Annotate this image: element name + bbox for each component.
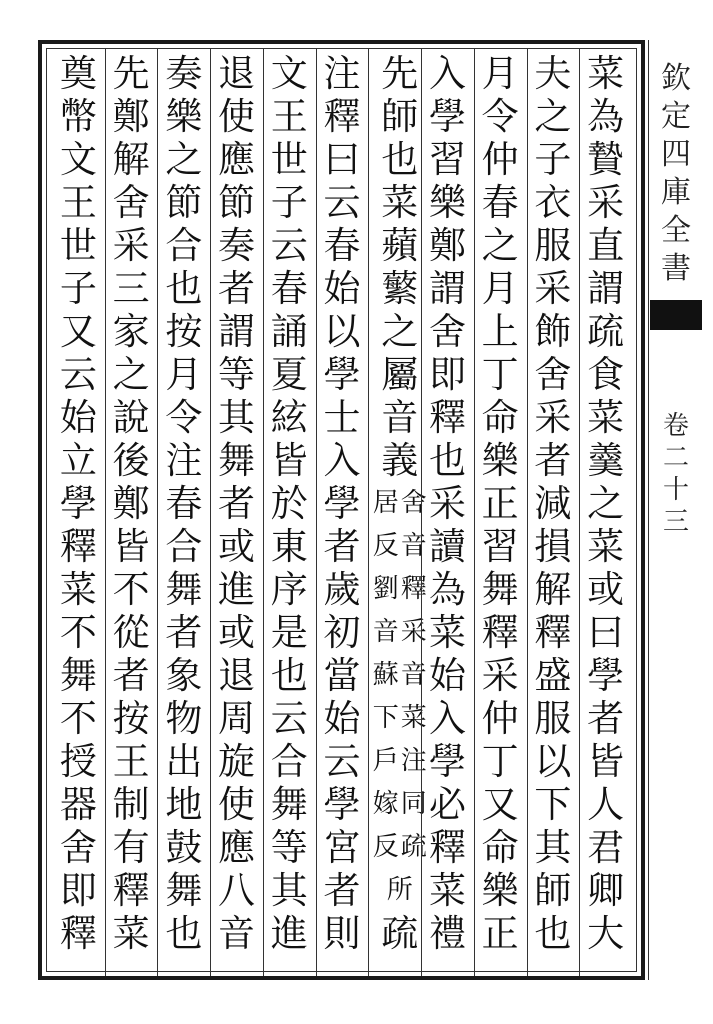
column-char: 采: [481, 654, 519, 697]
text-column-5: [373, 52, 427, 972]
column-char: 其: [270, 869, 308, 912]
margin-title-char: 定: [661, 99, 691, 134]
column-char: 學: [428, 95, 466, 138]
column-char: 服: [534, 224, 572, 267]
column-char: 制: [112, 783, 150, 826]
column-char: 序: [270, 568, 308, 611]
column-char: 入: [428, 52, 466, 95]
column-char: 舞: [59, 654, 97, 697]
column-char: 曰: [323, 138, 361, 181]
column-rule: [157, 48, 158, 976]
column-char: 釋: [59, 525, 97, 568]
column-char: 誦: [270, 310, 308, 353]
annotation-char: 反: [372, 531, 399, 561]
column-char: 合: [270, 740, 308, 783]
column-char: 使: [218, 95, 256, 138]
column-char: 三: [112, 267, 150, 310]
column-char: 解: [112, 138, 150, 181]
text-column-3: [478, 52, 522, 972]
column-char: 幣: [59, 95, 97, 138]
column-char: 丁: [481, 353, 519, 396]
column-char: 音: [218, 912, 256, 955]
column-char: 人: [587, 783, 625, 826]
column-char: 義: [381, 439, 419, 482]
column-char: 合: [165, 525, 203, 568]
column-char: 月: [165, 353, 203, 396]
column-char: 舞: [165, 869, 203, 912]
column-char: 采: [428, 482, 466, 525]
column-char: 奏: [165, 52, 203, 95]
column-char: 其: [534, 826, 572, 869]
column-char: 始: [323, 267, 361, 310]
margin-title-char: 欽: [661, 61, 691, 96]
column-char: 之: [587, 482, 625, 525]
column-char: 學: [428, 740, 466, 783]
column-char: 進: [218, 568, 256, 611]
column-char: 正: [481, 912, 519, 955]
column-char: 是: [270, 611, 308, 654]
column-char: 也: [428, 439, 466, 482]
column-char: 習: [428, 138, 466, 181]
column-char: 為: [428, 568, 466, 611]
annotation-char: 嫁: [372, 789, 399, 819]
column-rule: [527, 48, 528, 976]
column-char: 屬: [381, 353, 419, 396]
column-char: 物: [165, 697, 203, 740]
annotation-char: 舍: [400, 488, 427, 518]
column-char: 立: [59, 439, 97, 482]
column-char: 贄: [587, 138, 625, 181]
annotation-char: 音: [400, 531, 427, 561]
column-char: 直: [587, 224, 625, 267]
column-char: 盛: [534, 654, 572, 697]
column-char: 先: [112, 52, 150, 95]
column-char: 春: [481, 181, 519, 224]
column-char: 合: [165, 224, 203, 267]
column-char: 學: [59, 482, 97, 525]
column-char: 地: [165, 783, 203, 826]
annotation-char: 戶: [372, 746, 399, 776]
column-char: 大: [587, 912, 625, 955]
column-char: 菜: [112, 912, 150, 955]
column-char: 樂: [428, 181, 466, 224]
text-column-6: [320, 52, 364, 972]
text-column-4: [425, 52, 469, 972]
column-char: 令: [481, 95, 519, 138]
column-char: 後: [112, 439, 150, 482]
fish-tail-mark: [650, 300, 702, 330]
annotation-pair: [373, 654, 427, 697]
column-char: 先: [381, 52, 419, 95]
annotation-pair: [373, 783, 427, 826]
column-char: 君: [587, 826, 625, 869]
column-char: 有: [112, 826, 150, 869]
column-char: 也: [534, 912, 572, 955]
annotation-pair: [373, 525, 427, 568]
column-char: 舍: [59, 826, 97, 869]
column-char: 鼓: [165, 826, 203, 869]
column-char: 命: [481, 396, 519, 439]
column-char: 舞: [270, 783, 308, 826]
column-char: 皆: [112, 525, 150, 568]
column-char: 樂: [165, 95, 203, 138]
column-char: 夫: [534, 52, 572, 95]
column-char: 王: [59, 181, 97, 224]
column-char: 鄭: [112, 95, 150, 138]
column-char: 絃: [270, 396, 308, 439]
margin-juan-char: 三: [662, 507, 689, 537]
column-char: 之: [481, 224, 519, 267]
column-char: 也: [165, 912, 203, 955]
column-char: 即: [59, 869, 97, 912]
column-char: 注: [165, 439, 203, 482]
column-char: 師: [381, 95, 419, 138]
column-char: 家: [112, 310, 150, 353]
column-char: 者: [534, 439, 572, 482]
column-char: 或: [587, 568, 625, 611]
margin-juan-char: 十: [662, 475, 689, 505]
column-rule: [210, 48, 211, 976]
column-char: 世: [59, 224, 97, 267]
column-char: 王: [112, 740, 150, 783]
column-char: 春: [323, 224, 361, 267]
column-char: 蘋: [381, 224, 419, 267]
text-column-2: [531, 52, 575, 972]
column-char: 退: [218, 52, 256, 95]
column-char: 注: [323, 52, 361, 95]
column-char: 舞: [481, 568, 519, 611]
column-char: 月: [481, 52, 519, 95]
column-char: 之: [534, 95, 572, 138]
margin-book-title: [652, 60, 700, 288]
column-char: 子: [534, 138, 572, 181]
column-char: 或: [218, 611, 256, 654]
column-char: 也: [165, 267, 203, 310]
margin-title-char: 書: [661, 251, 691, 286]
column-char: 舞: [165, 568, 203, 611]
column-char: 以: [534, 740, 572, 783]
column-char: 者: [165, 611, 203, 654]
column-char: 仲: [481, 138, 519, 181]
column-char: 者: [323, 525, 361, 568]
column-char: 奠: [59, 52, 97, 95]
column-char: 釋: [112, 869, 150, 912]
column-char: 云: [323, 740, 361, 783]
column-char: 菜: [587, 396, 625, 439]
column-char: 初: [323, 611, 361, 654]
column-rule: [263, 48, 264, 976]
column-char: 曰: [587, 611, 625, 654]
column-char: 樂: [481, 869, 519, 912]
column-char: 旋: [218, 740, 256, 783]
column-char: 宮: [323, 826, 361, 869]
column-char: 菜: [428, 611, 466, 654]
column-char: 不: [112, 568, 150, 611]
column-char: 菜: [428, 869, 466, 912]
column-char: 春: [270, 267, 308, 310]
column-char: 節: [165, 181, 203, 224]
column-char: 世: [270, 138, 308, 181]
column-char: 羹: [587, 439, 625, 482]
column-char: 采: [534, 396, 572, 439]
column-char: 東: [270, 525, 308, 568]
column-char: 卿: [587, 869, 625, 912]
column-rule: [579, 48, 580, 976]
column-char: 不: [59, 611, 97, 654]
text-column-7: [267, 52, 311, 972]
column-char: 者: [218, 267, 256, 310]
annotation-char: 下: [372, 703, 399, 733]
column-char: 采: [534, 267, 572, 310]
column-char: 也: [270, 654, 308, 697]
annotation-char: 疏: [400, 832, 427, 862]
column-char: 退: [218, 654, 256, 697]
column-char: 春: [165, 482, 203, 525]
column-char: 者: [112, 654, 150, 697]
column-char: 疏: [381, 912, 419, 955]
column-char: 舍: [112, 181, 150, 224]
column-char: 解: [534, 568, 572, 611]
column-char: 禮: [428, 912, 466, 955]
column-char: 者: [218, 482, 256, 525]
column-char: 謂: [587, 267, 625, 310]
column-char: 從: [112, 611, 150, 654]
column-char: 皆: [270, 439, 308, 482]
column-char: 說: [112, 396, 150, 439]
column-char: 八: [218, 869, 256, 912]
column-char: 又: [59, 310, 97, 353]
column-char: 等: [270, 826, 308, 869]
column-char: 進: [270, 912, 308, 955]
annotation-pair: [387, 869, 413, 912]
column-char: 飾: [534, 310, 572, 353]
column-char: 釋: [481, 611, 519, 654]
margin-title-char: 全: [661, 213, 691, 248]
column-char: 云: [59, 353, 97, 396]
column-char: 歲: [323, 568, 361, 611]
column-char: 丁: [481, 740, 519, 783]
column-char: 學: [323, 783, 361, 826]
column-char: 釋: [428, 826, 466, 869]
column-char: 當: [323, 654, 361, 697]
column-char: 入: [323, 439, 361, 482]
column-char: 節: [218, 181, 256, 224]
annotation-char: 音: [400, 660, 427, 690]
column-char: 之: [112, 353, 150, 396]
column-char: 奏: [218, 224, 256, 267]
column-char: 蘩: [381, 267, 419, 310]
column-char: 者: [587, 697, 625, 740]
column-char: 象: [165, 654, 203, 697]
column-char: 釋: [534, 611, 572, 654]
column-char: 周: [218, 697, 256, 740]
column-char: 授: [59, 740, 97, 783]
column-char: 出: [165, 740, 203, 783]
column-char: 仲: [481, 697, 519, 740]
column-char: 令: [165, 396, 203, 439]
column-char: 謂: [428, 267, 466, 310]
column-char: 又: [481, 783, 519, 826]
column-char: 夏: [270, 353, 308, 396]
column-char: 入: [428, 697, 466, 740]
column-char: 王: [270, 95, 308, 138]
column-char: 使: [218, 783, 256, 826]
column-char: 皆: [587, 740, 625, 783]
column-char: 謂: [218, 310, 256, 353]
column-char: 其: [218, 396, 256, 439]
column-char: 讀: [428, 525, 466, 568]
margin-juan-char: 卷: [662, 411, 689, 441]
column-char: 舞: [218, 439, 256, 482]
margin-juan-char: 二: [662, 443, 689, 473]
margin-title-char: 庫: [661, 175, 691, 210]
column-char: 鄭: [112, 482, 150, 525]
column-char: 始: [428, 654, 466, 697]
column-char: 釋: [323, 95, 361, 138]
column-char: 菜: [59, 568, 97, 611]
annotation-char: 音: [372, 617, 399, 647]
column-char: 云: [270, 224, 308, 267]
annotation-pair: [373, 482, 427, 525]
column-char: 文: [270, 52, 308, 95]
annotation-char: 劉: [372, 574, 399, 604]
column-char: 為: [587, 95, 625, 138]
column-char: 鄭: [428, 224, 466, 267]
column-char: 之: [165, 138, 203, 181]
text-column-8: [215, 52, 259, 972]
column-char: 采: [112, 224, 150, 267]
annotation-char: 釋: [400, 574, 427, 604]
column-char: 樂: [481, 439, 519, 482]
column-rule: [421, 48, 422, 976]
column-char: 之: [381, 310, 419, 353]
column-char: 於: [270, 482, 308, 525]
column-char: 下: [534, 783, 572, 826]
column-char: 衣: [534, 181, 572, 224]
annotation-pair: [373, 611, 427, 654]
annotation-char: 居: [372, 488, 399, 518]
column-char: 始: [59, 396, 97, 439]
margin-volume-number: [652, 410, 700, 538]
text-column-11: [56, 52, 100, 972]
text-column-1: [584, 52, 628, 972]
margin-title-char: 四: [661, 137, 691, 172]
column-char: 以: [323, 310, 361, 353]
text-column-10: [109, 52, 153, 972]
column-char: 始: [323, 697, 361, 740]
column-char: 釋: [428, 396, 466, 439]
column-char: 云: [323, 181, 361, 224]
column-char: 習: [481, 525, 519, 568]
column-char: 菜: [587, 52, 625, 95]
column-char: 士: [323, 396, 361, 439]
column-rule: [105, 48, 106, 976]
annotation-pair: [373, 826, 427, 869]
column-char: 疏: [587, 310, 625, 353]
column-char: 不: [59, 697, 97, 740]
text-column-9: [162, 52, 206, 972]
column-char: 應: [218, 826, 256, 869]
column-char: 應: [218, 138, 256, 181]
column-char: 子: [59, 267, 97, 310]
column-char: 學: [587, 654, 625, 697]
column-char: 或: [218, 525, 256, 568]
column-char: 正: [481, 482, 519, 525]
annotation-char: 蘇: [372, 660, 399, 690]
column-char: 文: [59, 138, 97, 181]
column-char: 釋: [59, 912, 97, 955]
annotation-char: 注: [400, 746, 427, 776]
column-char: 云: [270, 697, 308, 740]
annotation-char: 所: [386, 875, 413, 905]
annotation-char: 反: [372, 832, 399, 862]
column-char: 命: [481, 826, 519, 869]
column-char: 學: [323, 353, 361, 396]
column-char: 上: [481, 310, 519, 353]
column-rule: [474, 48, 475, 976]
column-char: 按: [112, 697, 150, 740]
column-char: 減: [534, 482, 572, 525]
column-rule: [368, 48, 369, 976]
column-char: 必: [428, 783, 466, 826]
annotation-char: 菜: [400, 703, 427, 733]
column-char: 子: [270, 181, 308, 224]
column-char: 食: [587, 353, 625, 396]
column-rule: [316, 48, 317, 976]
column-char: 器: [59, 783, 97, 826]
column-char: 也: [381, 138, 419, 181]
column-char: 師: [534, 869, 572, 912]
column-char: 等: [218, 353, 256, 396]
annotation-pair: [373, 697, 427, 740]
column-char: 采: [587, 181, 625, 224]
column-char: 按: [165, 310, 203, 353]
column-char: 音: [381, 396, 419, 439]
annotation-pair: [373, 568, 427, 611]
annotation-char: 同: [400, 789, 427, 819]
column-char: 菜: [381, 181, 419, 224]
column-char: 即: [428, 353, 466, 396]
column-char: 舍: [428, 310, 466, 353]
annotation-pair: [373, 740, 427, 783]
column-char: 舍: [534, 353, 572, 396]
column-char: 則: [323, 912, 361, 955]
annotation-char: 采: [400, 617, 427, 647]
column-char: 損: [534, 525, 572, 568]
column-char: 月: [481, 267, 519, 310]
column-char: 服: [534, 697, 572, 740]
column-char: 學: [323, 482, 361, 525]
column-char: 菜: [587, 525, 625, 568]
column-char: 者: [323, 869, 361, 912]
